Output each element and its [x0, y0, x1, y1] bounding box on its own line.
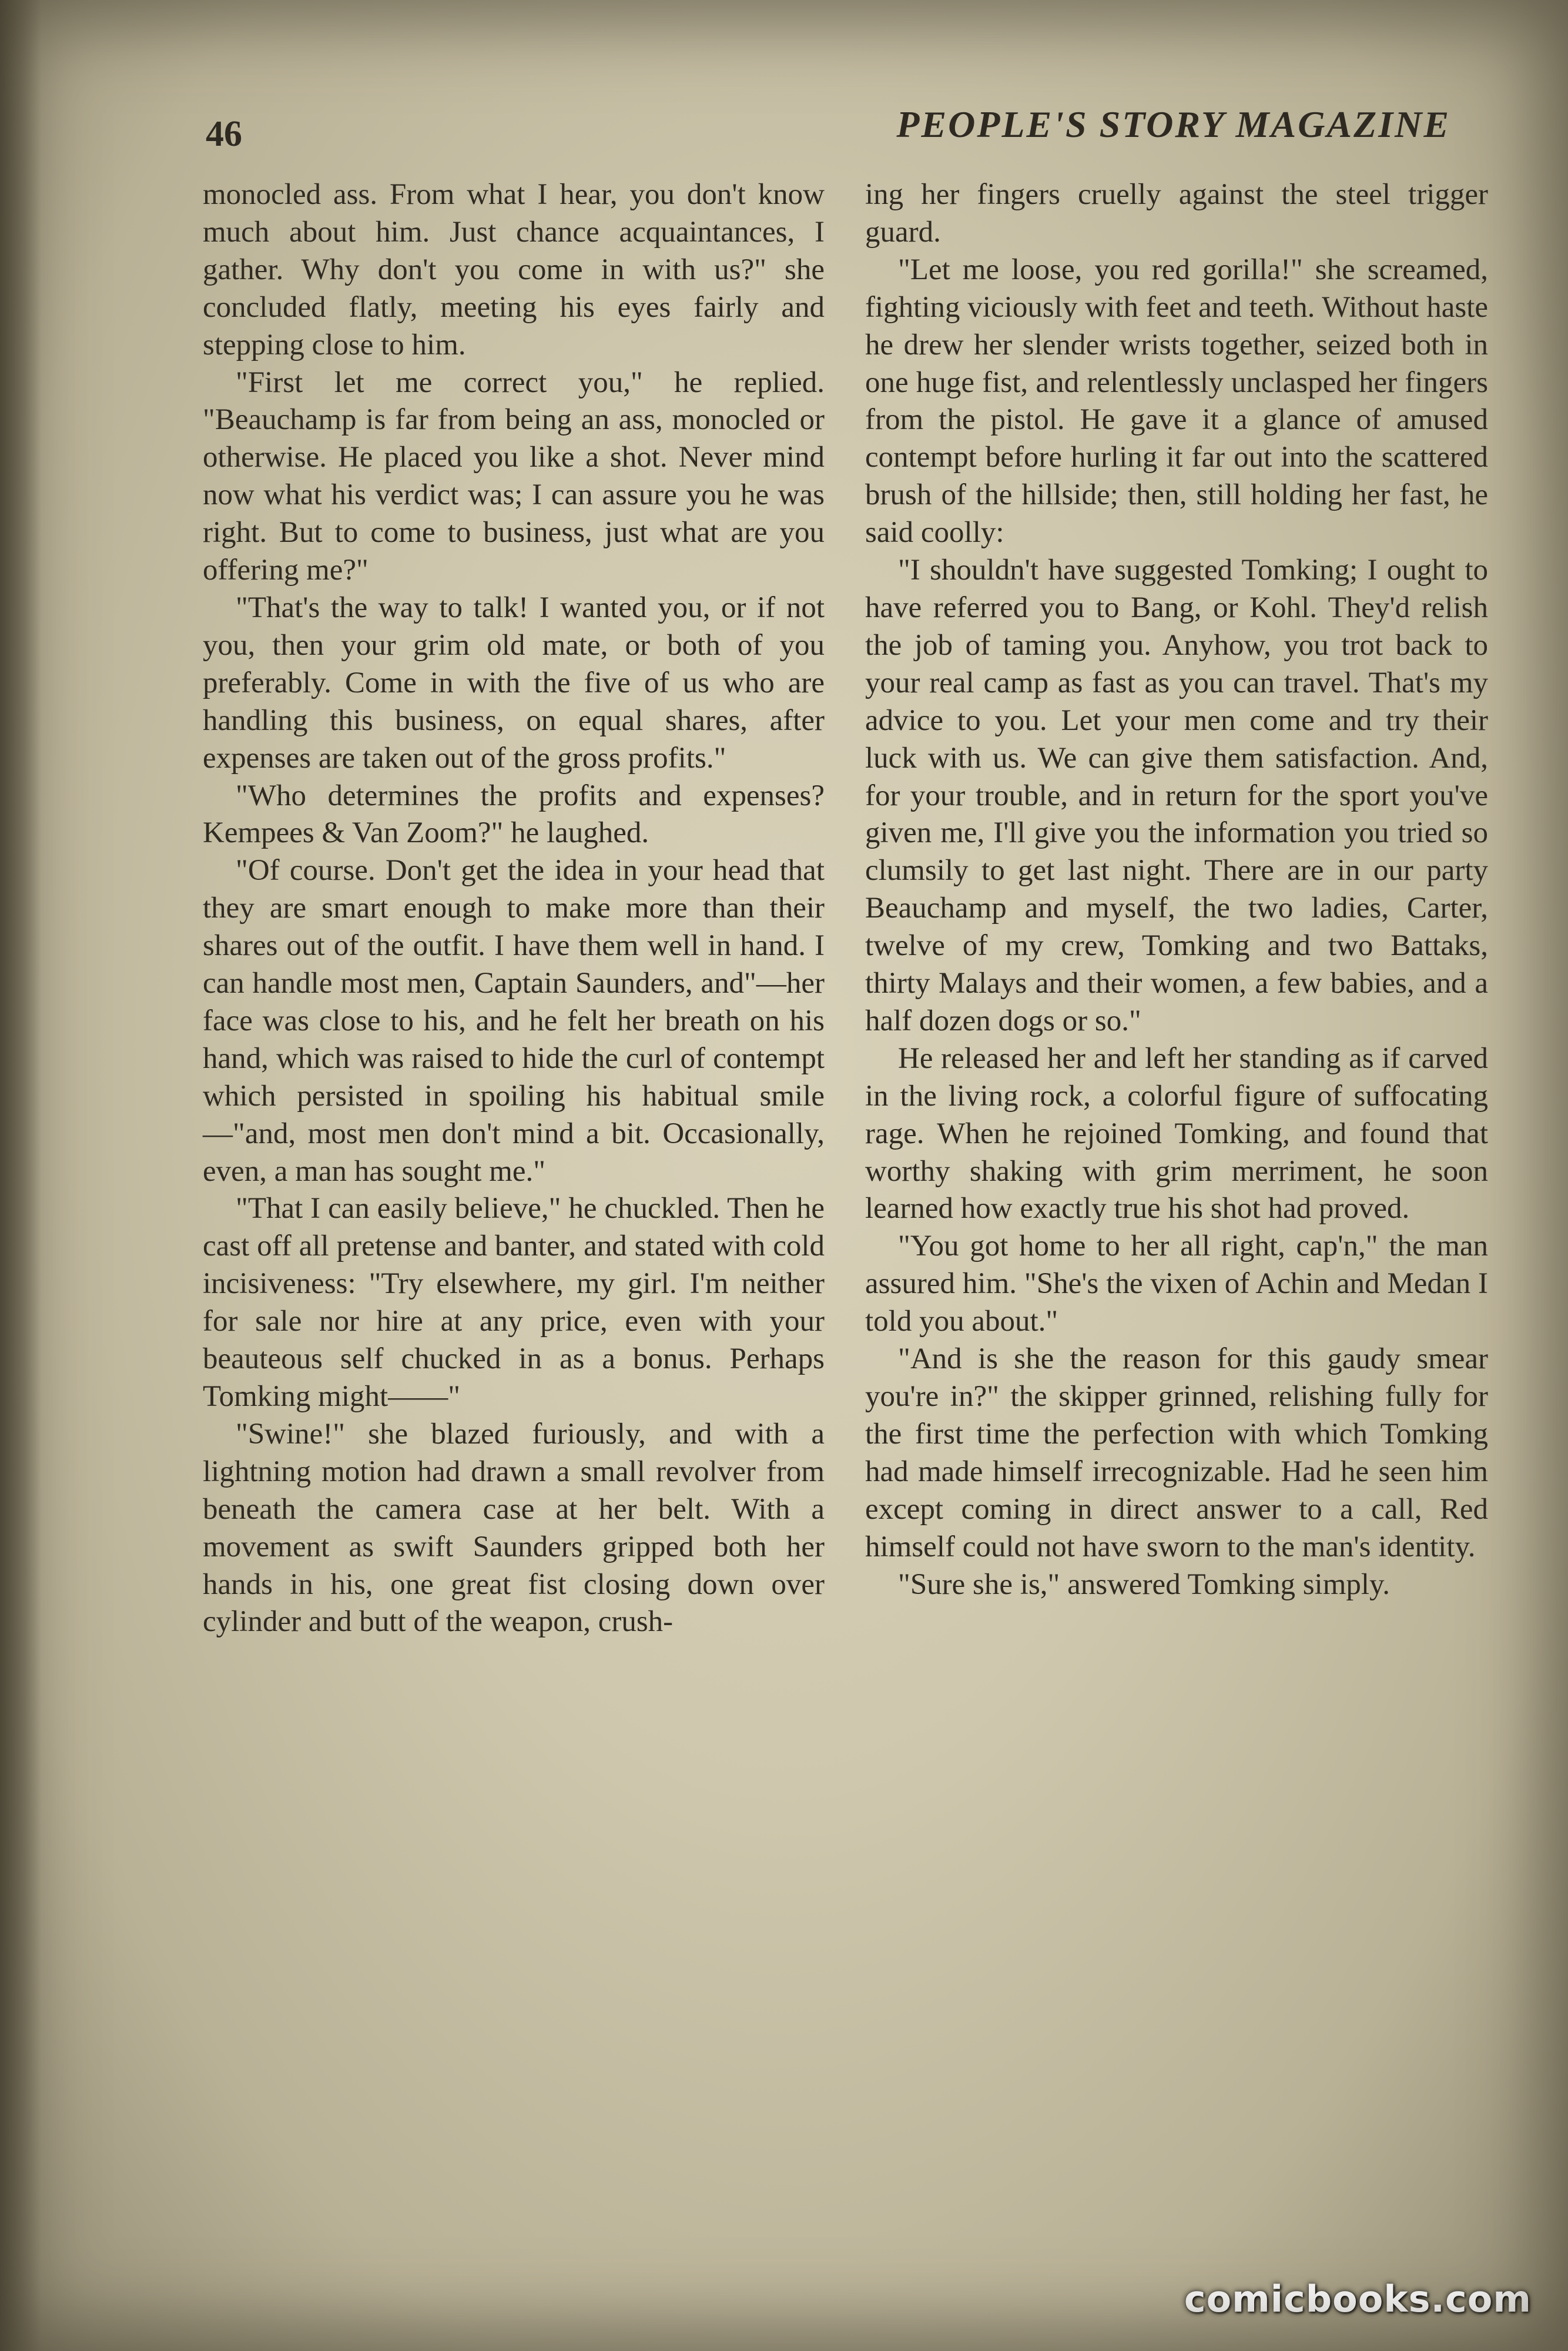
- paragraph: monocled ass. From what I hear, you don't know much about him. Just chance acquaintances, I gather. Why don't you come in with us?" she concluded flatly, meeting his eyes fairly and stepping close to him.: [203, 178, 825, 361]
- paragraph: He released her and left her standing as if carved in the living rock, a colorful figure of suffocating rage. When he rejoined Tomking, and found that worthy shaking with grim merriment, he soon learned how exactly true his shot had proved.: [865, 1041, 1488, 1225]
- paragraph: "That's the way to talk! I wanted you, or if not you, then your grim old mate, or both of you preferably. Come in with the five of us who are handling this business, on equal shares, after expenses are taken out of the gross profits.": [203, 591, 825, 775]
- magazine-title: PEOPLE'S STORY MAGAZINE: [896, 103, 1450, 145]
- paragraph: "And is she the reason for this gaudy smear you're in?" the skipper grinned, relishing fully for the first time the perfection with which Tomking had made himself irrecognizable. Had he seen him except coming in direct answer to a call, Red himself could not have sworn to the man's identity.: [865, 1342, 1488, 1563]
- left-text-column: [203, 176, 825, 1641]
- paragraph: "First let me correct you," he replied. "Beauchamp is far from being an ass, monocled or otherwise. He placed you like a shot. Never mind now what his verdict was; I can assure you he was right. But to come to business, just what are you offering me?": [203, 366, 825, 587]
- paragraph: "Swine!" she blazed furiously, and with a lightning motion had drawn a small revolver from beneath the camera case at her belt. With a movement as swift Saunders gripped both her hands in his, one great fist closing down over cylinder and butt of the weapon, crush-: [203, 1417, 825, 1639]
- page-binding-edge: [0, 0, 41, 2351]
- paragraph: "Let me loose, you red gorilla!" she screamed, fighting viciously with feet and teeth. Without haste he drew her slender wrists together, seized both in one huge fist, and relentlessly unclasped her fingers from the pistol. He gave it a glance of amused contempt before hurling it far out into the scattered brush of the hillside; then, still holding her fast, he said coolly:: [865, 253, 1488, 550]
- page-header: [206, 103, 1474, 168]
- paragraph: "Sure she is," answered Tomking simply.: [898, 1568, 1390, 1601]
- paragraph: ing her fingers cruelly against the steel trigger guard.: [865, 178, 1488, 249]
- paragraph: "I shouldn't have suggested Tomking; I ought to have referred you to Bang, or Kohl. They'd relish the job of taming you. Anyhow, you trot back to your real camp as fast as you can travel. That's my advice to you. Let your men come and try their luck with us. We can give them satisfaction. And, for your trouble, and in return for the sport you've given me, I'll give you the information you tried so clumsily to get last night. There are in our party Beauchamp and myself, the two ladies, Carter, twelve of my crew, Tomking and two Battaks, thirty Malays and their women, a few babies, and a half dozen dogs or so.": [865, 554, 1488, 1037]
- watermark: comicbooks.com: [1184, 2278, 1532, 2320]
- right-text-column: [865, 176, 1488, 1603]
- page-number: 46: [206, 114, 242, 154]
- paragraph: "You got home to her all right, cap'n," the man assured him. "She's the vixen of Achin and Medan I told you about.": [865, 1230, 1488, 1338]
- paragraph: "Who determines the profits and expenses? Kempees & Van Zoom?" he laughed.: [203, 779, 825, 850]
- paragraph: "Of course. Don't get the idea in your head that they are smart enough to make more than their shares out of the outfit. I have them well in hand. I can handle most men, Captain Saunders, and"—her face was close to his, and he felt her breath on his hand, which was raised to hide the curl of contempt which persisted in spoiling his habitual smile—"and, most men don't mind a bit. Occasionally, even, a man has sought me.": [203, 854, 825, 1188]
- paragraph: "That I can easily believe," he chuckled. Then he cast off all pretense and banter, and stated with cold incisiveness: "Try elsewhere, my girl. I'm neither for sale nor hire at any price, even with your beauteous self chucked in as a bonus. Perhaps Tomking might——": [203, 1192, 825, 1413]
